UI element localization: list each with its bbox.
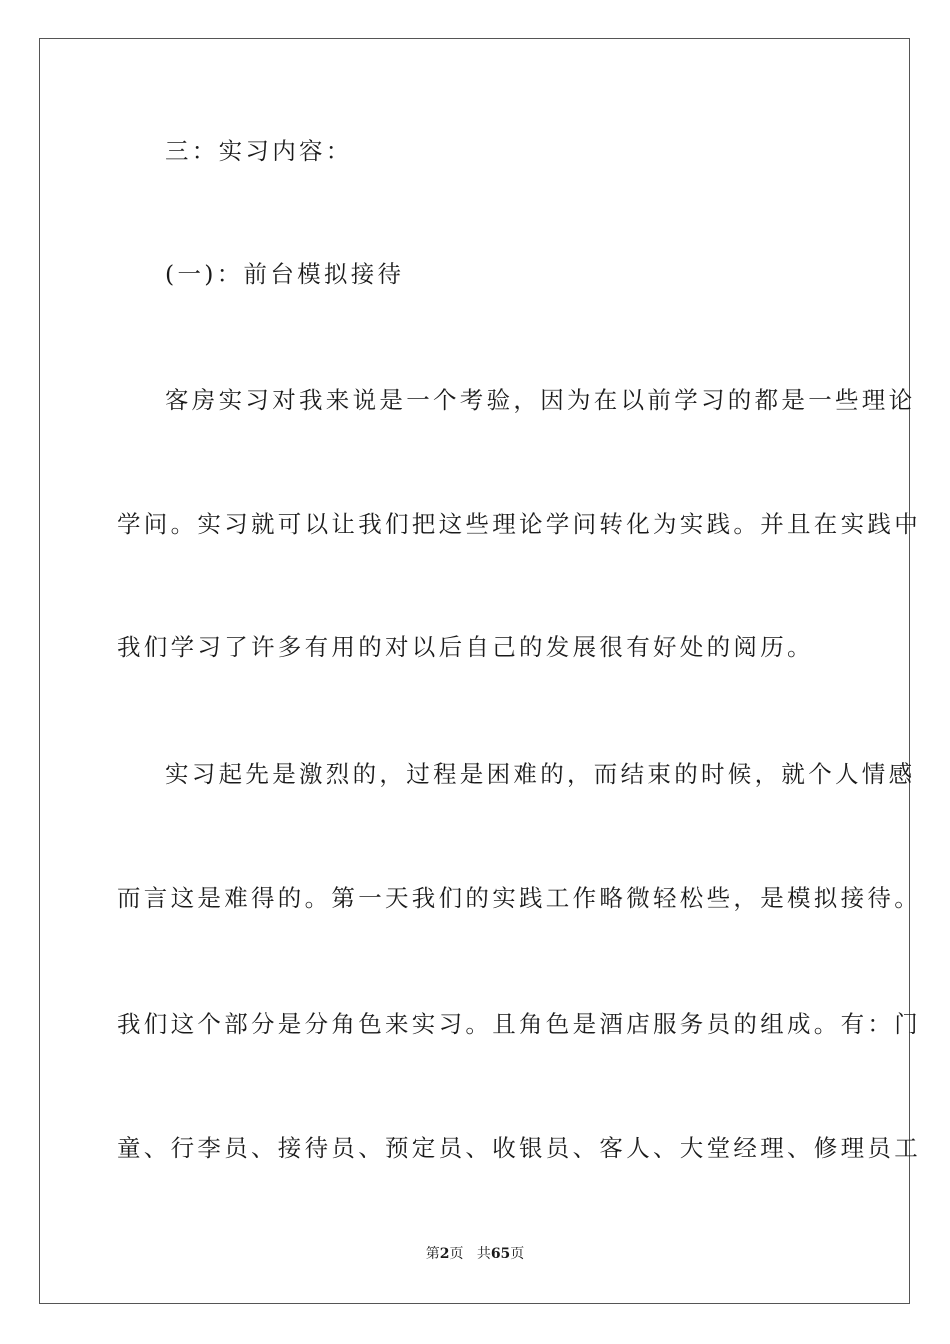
paragraph-2-line-4: 童、行李员、接待员、预定员、收银员、客人、大堂经理、修理员工 [117, 1134, 921, 1162]
footer-total-pages: 65 [490, 1246, 511, 1262]
paragraph-1-line-1: 客房实习对我来说是一个考验，因为在以前学习的都是一些理论 [165, 386, 916, 414]
paragraph-1-line-2: 学问。实习就可以让我们把这些理论学问转化为实践。并且在实践中 [117, 510, 921, 538]
page-border [39, 38, 921, 1304]
paragraph-2-line-1: 实习起先是激烈的，过程是困难的，而结束的时候，就个人情感 [165, 760, 916, 788]
footer-page-prefix: 第 [425, 1246, 440, 1262]
page-footer [0, 1244, 950, 1264]
paragraph-1-line-3: 我们学习了许多有用的对以后自己的发展很有好处的阅历。 [117, 633, 814, 661]
subsection-heading: (一)：前台模拟接待 [165, 260, 405, 288]
paragraph-2-line-3: 我们这个部分是分角色来实习。且角色是酒店服务员的组成。有：门 [117, 1010, 921, 1038]
section-heading: 三：实习内容： [165, 137, 353, 165]
footer-page-suffix: 页 [449, 1246, 464, 1262]
footer-page-number: 2 [439, 1246, 450, 1262]
footer-total-prefix: 共 [476, 1246, 491, 1262]
paragraph-2-line-2: 而言这是难得的。第一天我们的实践工作略微轻松些，是模拟接待。 [117, 884, 921, 912]
footer-total-suffix: 页 [510, 1246, 525, 1262]
